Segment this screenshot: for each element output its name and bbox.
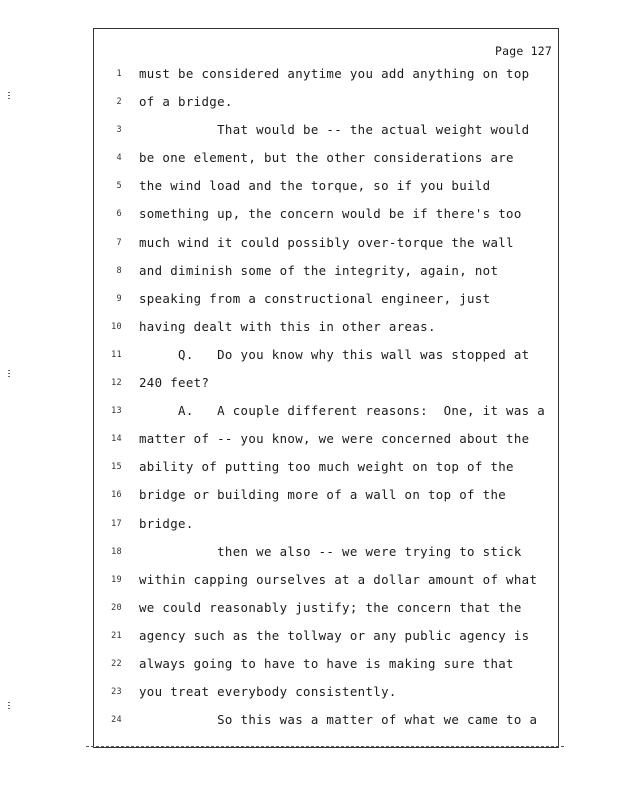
transcript-line <box>100 598 550 626</box>
transcript-line <box>100 233 550 261</box>
line-number: 23 <box>111 687 122 698</box>
line-text: the wind load and the torque, so if you build <box>139 178 491 194</box>
line-number: 20 <box>111 602 122 613</box>
line-text: matter of -- you know, we were concerned about the <box>139 431 530 447</box>
transcript-line <box>100 176 550 204</box>
line-text: ability of putting too much weight on top of the <box>139 459 514 475</box>
margin-mark <box>8 92 10 101</box>
line-number: 4 <box>116 153 122 164</box>
line-number: 5 <box>116 181 122 192</box>
line-text: So this was a matter of what we came to a <box>139 712 538 728</box>
transcript-line <box>100 92 550 120</box>
line-text: That would be -- the actual weight would <box>139 122 530 138</box>
line-number: 19 <box>111 574 122 585</box>
line-text: having dealt with this in other areas. <box>139 318 436 334</box>
line-number: 14 <box>111 434 122 445</box>
line-text: be one element, but the other considerations are <box>139 150 514 166</box>
transcript-line <box>100 682 550 710</box>
transcript-line <box>100 120 550 148</box>
line-number: 7 <box>116 237 122 248</box>
page-number: Page 127 <box>495 44 552 58</box>
line-text: of a bridge. <box>139 94 233 110</box>
line-number: 12 <box>111 378 122 389</box>
transcript-line <box>100 345 550 373</box>
line-text: within capping ourselves at a dollar amount of what <box>139 571 538 587</box>
line-text: 240 feet? <box>139 375 210 391</box>
line-number: 15 <box>111 462 122 473</box>
line-text: Q. Do you know why this wall was stopped at <box>139 346 530 362</box>
line-text: speaking from a constructional engineer, just <box>139 290 491 306</box>
transcript-line <box>100 710 550 738</box>
line-text: much wind it could possibly over-torque the wall <box>139 234 514 250</box>
line-number: 2 <box>116 97 122 108</box>
transcript-line <box>100 570 550 598</box>
transcript-line <box>100 485 550 513</box>
line-text: we could reasonably justify; the concern that the <box>139 599 522 615</box>
margin-mark <box>8 370 10 379</box>
transcript-body <box>100 64 550 738</box>
line-number: 24 <box>111 715 122 726</box>
transcript-line <box>100 457 550 485</box>
transcript-line <box>100 204 550 232</box>
transcript-line <box>100 654 550 682</box>
transcript-line <box>100 261 550 289</box>
line-text: agency such as the tollway or any public agency is <box>139 627 530 643</box>
line-number: 1 <box>116 69 122 79</box>
transcript-line <box>100 542 550 570</box>
line-number: 10 <box>111 321 122 332</box>
line-text: must be considered anytime you add anything on top <box>139 66 530 81</box>
line-number: 22 <box>111 658 122 669</box>
line-text: bridge or building more of a wall on top of the <box>139 487 507 503</box>
line-number: 11 <box>111 349 122 360</box>
line-number: 13 <box>111 406 122 417</box>
transcript-line <box>100 401 550 429</box>
transcript-line <box>100 514 550 542</box>
line-number: 17 <box>111 518 122 529</box>
line-text: then we also -- we were trying to stick <box>139 543 522 559</box>
transcript-line <box>100 373 550 401</box>
line-text: and diminish some of the integrity, again, not <box>139 262 499 278</box>
line-number: 8 <box>116 265 122 276</box>
line-number: 21 <box>111 630 122 641</box>
line-text: A. A couple different reasons: One, it was a <box>139 403 546 419</box>
transcript-line <box>100 317 550 345</box>
transcript-line <box>100 429 550 457</box>
line-text: something up, the concern would be if there's too <box>139 206 522 222</box>
line-text: you treat everybody consistently. <box>139 684 397 700</box>
transcript-line <box>100 626 550 654</box>
line-number: 18 <box>111 546 122 557</box>
line-number: 3 <box>116 125 122 136</box>
transcript-line <box>100 289 550 317</box>
line-number: 16 <box>111 490 122 501</box>
line-text: bridge. <box>139 515 194 531</box>
bottom-rule <box>86 746 564 747</box>
line-number: 6 <box>116 209 122 220</box>
transcript-line <box>100 148 550 176</box>
transcript-line <box>100 64 550 92</box>
line-text: always going to have to have is making sure that <box>139 655 514 671</box>
line-number: 9 <box>116 293 122 304</box>
margin-mark <box>8 702 10 711</box>
